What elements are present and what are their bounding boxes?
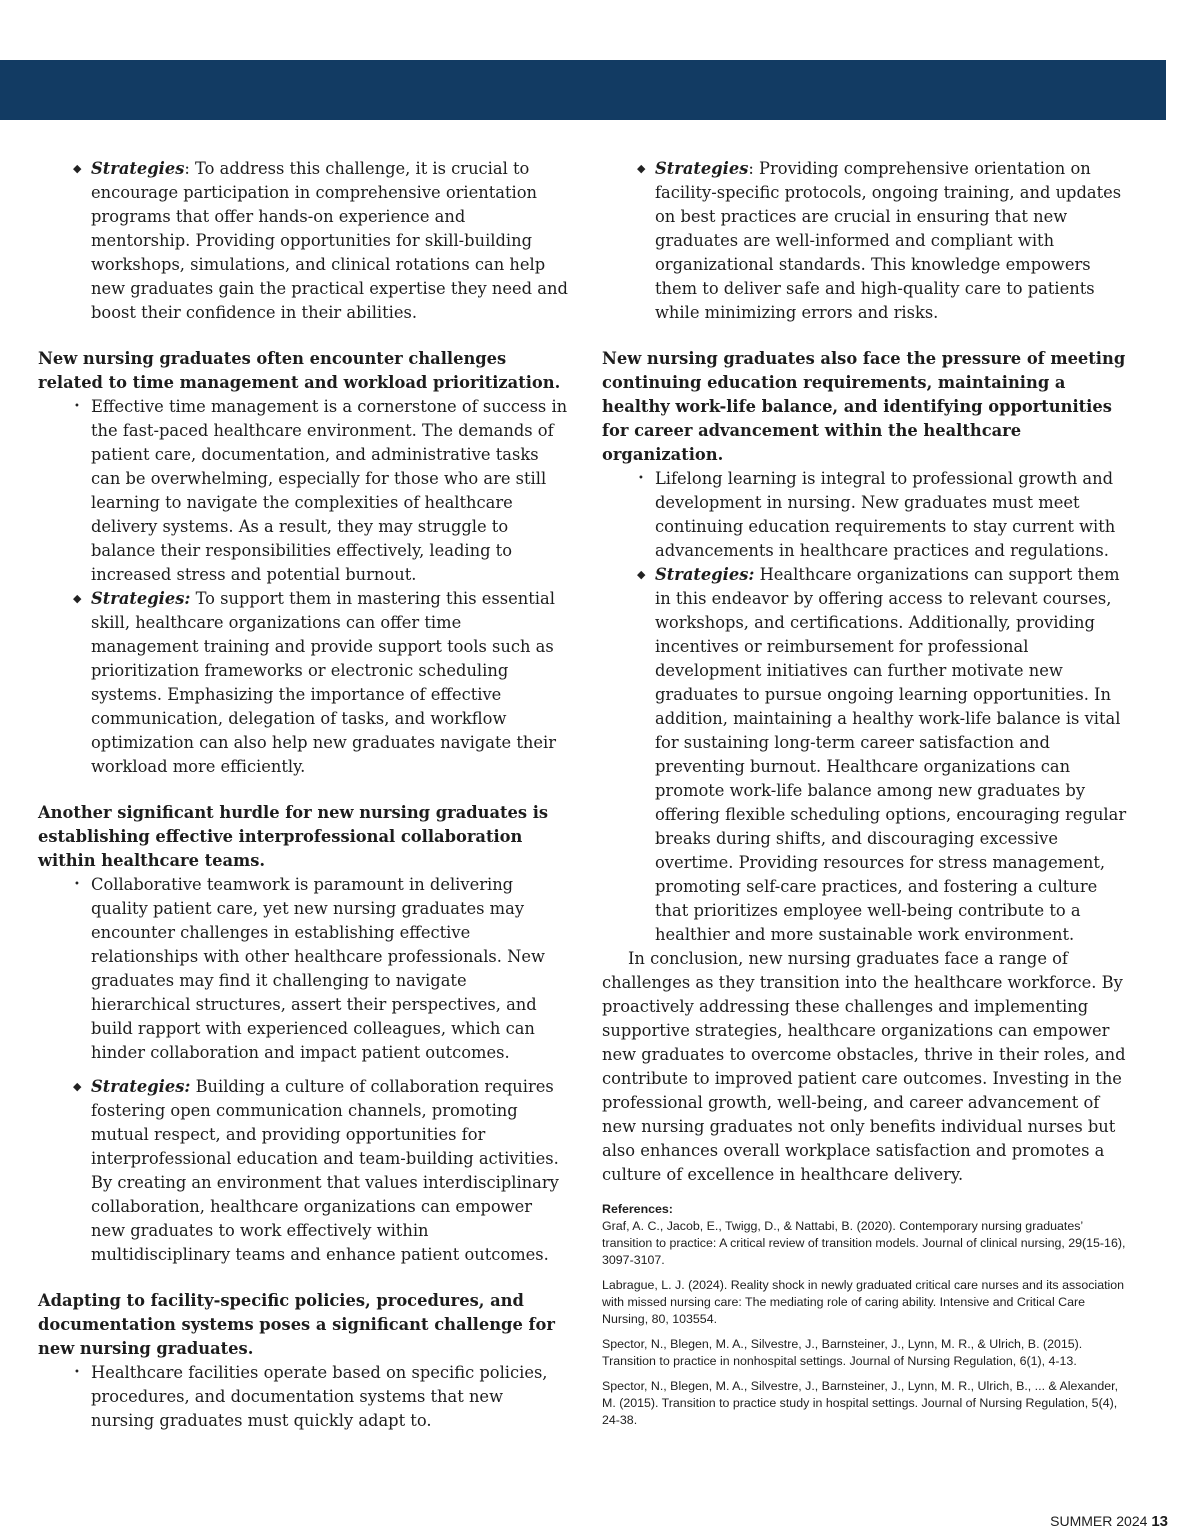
strategy-label: Strategies: <box>91 1077 191 1096</box>
bullet-text: Healthcare facilities operate based on specific policies, procedures, and documentation systems that new nursing graduates must quickly adapt to. <box>91 1363 548 1430</box>
list-item <box>38 395 568 587</box>
list-item <box>38 157 568 325</box>
references-title: References: <box>602 1202 673 1216</box>
page-number: 13 <box>1151 1513 1168 1530</box>
issue-label: SUMMER 2024 <box>1050 1513 1148 1529</box>
section-heading: Another significant hurdle for new nursing graduates is establishing effective interprofessional collaboration within healthcare teams. <box>38 803 549 870</box>
list-item <box>38 1075 568 1267</box>
list-item <box>602 563 1132 947</box>
dot-bullet-icon: • <box>74 1367 80 1378</box>
strategy-text: Healthcare organizations can support them in this endeavor by offering access to relevant courses, workshops, and certifications. Additionally, providing incentives or reimbursement for professional development initiatives can further motivate new graduates to pursue ongoing learning opportunities. In addition, maintaining a healthy work-life balance is vital for sustaining long-term career satisfaction and preventing burnout. Healthcare organizations can promote work-life balance among new graduates by offering flexible scheduling options, encouraging regular breaks during shifts, and discouraging excessive overtime. Providing resources for stress management, promoting self-care practices, and fostering a culture that prioritizes employee well-being contribute to a healthier and more sustainable work environment. <box>655 565 1127 944</box>
bullet-text: Effective time management is a cornerstone of success in the fast-paced healthcare environment. The demands of patient care, documentation, and administrative tasks can be overwhelming, especially for those who are still learning to navigate the complexities of healthcare delivery systems. As a result, they may struggle to balance their responsibilities effectively, leading to increased stress and potential burnout. <box>91 397 568 584</box>
right-column <box>602 157 1132 1437</box>
section-heading: Adapting to facility-specific policies, procedures, and documentation systems poses a significant challenge for new nursing graduates. <box>38 1291 555 1358</box>
diamond-bullet-icon: ◆ <box>73 1080 82 1093</box>
left-column <box>38 157 568 1433</box>
dot-bullet-icon: • <box>74 401 80 412</box>
strategy-label: Strategies: <box>91 589 191 608</box>
conclusion-paragraph: In conclusion, new nursing graduates face a range of challenges as they transition into the healthcare workforce. By proactively addressing these challenges and implementing supportive strategies, healthcare organizations can empower new graduates to overcome obstacles, thrive in their roles, and contribute to improved patient care outcomes. Investing in the professional growth, well-being, and career advancement of new nursing graduates not only benefits individual nurses but also enhances overall workplace satisfaction and promotes a culture of excellence in healthcare delivery. <box>602 949 1126 1184</box>
dot-bullet-icon: • <box>74 879 80 890</box>
strategy-text: : To address this challenge, it is crucial to encourage participation in comprehensive orientation programs that offer hands-on experience and mentorship. Providing opportunities for skill-building workshops, simulations, and clinical rotations can help new graduates gain the practical expertise they need and boost their confidence in their abilities. <box>91 159 568 322</box>
section-heading: New nursing graduates also face the pressure of meeting continuing education requirements, maintaining a healthy work-life balance, and identifying opportunities for career advancement within the healthcare organization. <box>602 349 1126 464</box>
section-heading: New nursing graduates often encounter challenges related to time management and workload prioritization. <box>38 349 561 392</box>
list-item <box>602 467 1132 563</box>
list-item <box>38 873 568 1065</box>
diamond-bullet-icon: ◆ <box>73 592 82 605</box>
diamond-bullet-icon: ◆ <box>73 162 82 175</box>
strategy-text: To support them in mastering this essential skill, healthcare organizations can offer time management training and provide support tools such as prioritization frameworks or electronic scheduling systems. Emphasizing the importance of effective communication, delegation of tasks, and workflow optimization can also help new graduates navigate their workload more efficiently. <box>91 589 556 776</box>
strategy-text: : Providing comprehensive orientation on facility-specific protocols, ongoing training, and updates on best practices are crucial in ensuring that new graduates are well-informed and compliant with organizational standards. This knowledge empowers them to deliver safe and high-quality care to patients while minimizing errors and risks. <box>655 159 1122 322</box>
reference-item: Spector, N., Blegen, M. A., Silvestre, J., Barnsteiner, J., Lynn, M. R., Ulrich, B., ... & Alexander, M. (2015). Transition to practice study in hospital settings. Journal of Nursing Regulation, 5(4), 24-38. <box>602 1379 1119 1427</box>
bullet-text: Lifelong learning is integral to professional growth and development in nursing. New graduates must meet continuing education requirements to stay current with advancements in healthcare practices and regulations. <box>655 469 1116 560</box>
diamond-bullet-icon: ◆ <box>637 568 646 581</box>
strategy-label: Strategies <box>91 159 185 178</box>
list-item <box>38 587 568 779</box>
strategy-label: Strategies <box>655 159 749 178</box>
reference-item: Spector, N., Blegen, M. A., Silvestre, J., Barnsteiner, J., Lynn, M. R., & Ulrich, B. (2015). Transition to practice in nonhospital settings. Journal of Nursing Regulation, 6(1), 4-13. <box>602 1337 1083 1368</box>
dot-bullet-icon: • <box>638 473 644 484</box>
strategy-text: Building a culture of collaboration requires fostering open communication channels, promoting mutual respect, and providing opportunities for interprofessional education and team-building activities. By creating an environment that values interdisciplinary collaboration, healthcare organizations can empower new graduates to work effectively within multidisciplinary teams and enhance patient outcomes. <box>91 1077 559 1264</box>
diamond-bullet-icon: ◆ <box>637 162 646 175</box>
header-banner <box>0 60 1166 120</box>
list-item <box>38 1361 568 1433</box>
references <box>602 1201 1132 1429</box>
reference-item: Graf, A. C., Jacob, E., Twigg, D., & Nattabi, B. (2020). Contemporary nursing graduates’ transition to practice: A critical review of transition models. Journal of clinical nursing, 29(15-16), 3097-3107. <box>602 1219 1126 1267</box>
page-footer <box>1050 1513 1168 1530</box>
bullet-text: Collaborative teamwork is paramount in delivering quality patient care, yet new nursing graduates may encounter challenges in establishing effective relationships with other healthcare professionals. New graduates may find it challenging to navigate hierarchical structures, assert their perspectives, and build rapport with experienced colleagues, which can hinder collaboration and impact patient outcomes. <box>91 875 545 1062</box>
strategy-label: Strategies: <box>655 565 755 584</box>
list-item <box>602 157 1132 325</box>
reference-item: Labrague, L. J. (2024). Reality shock in newly graduated critical care nurses and its association with missed nursing care: The mediating role of caring ability. Intensive and Critical Care Nursing, 80, 103554. <box>602 1278 1125 1326</box>
